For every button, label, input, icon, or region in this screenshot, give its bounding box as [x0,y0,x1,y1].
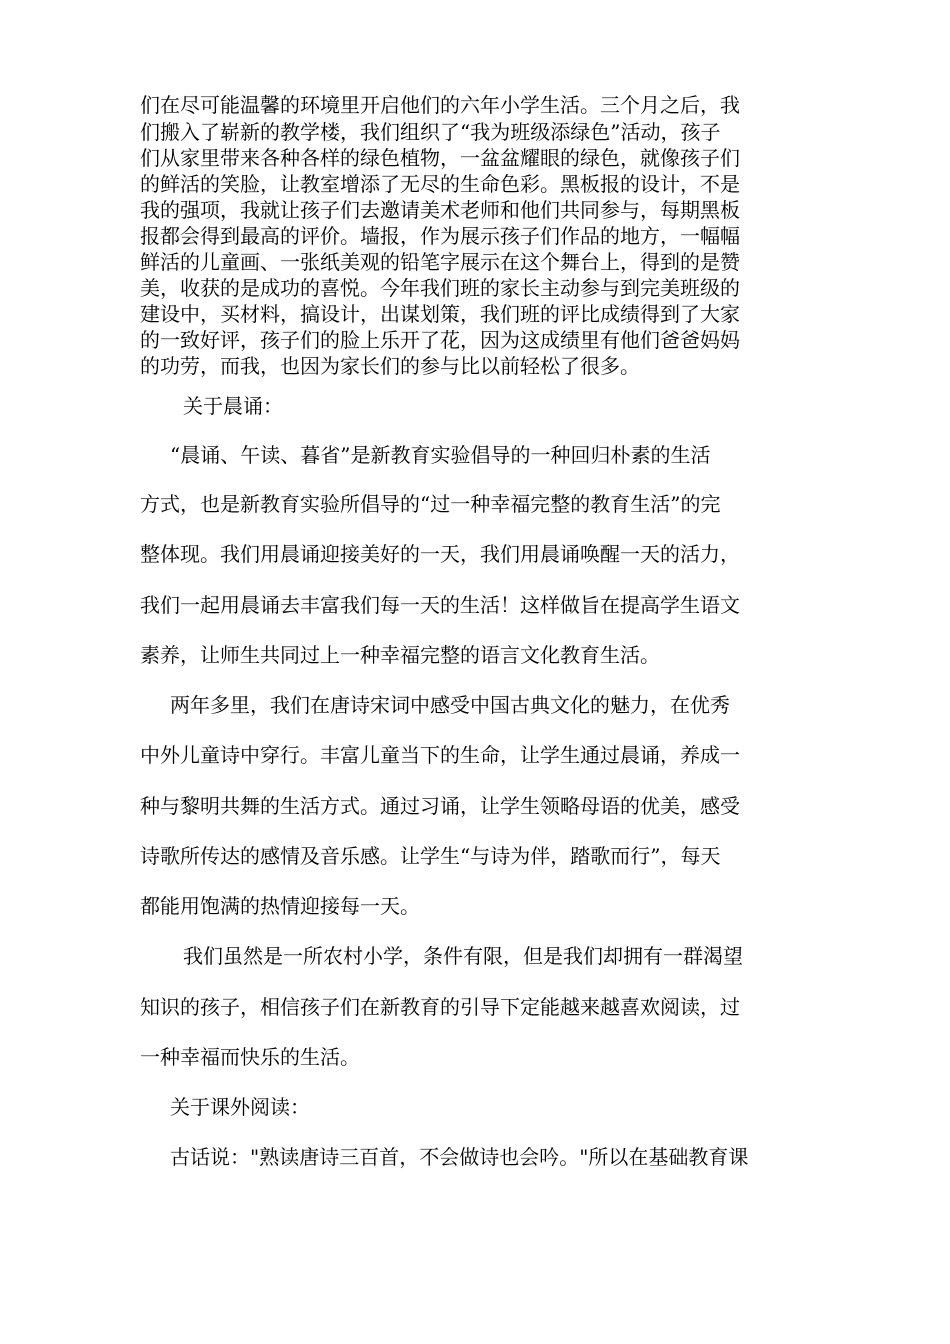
text-line: 报都会得到最高的评价。墙报，作为展示孩子们作品的地方，一幅幅 [140,224,740,248]
section-heading-extracurricular-reading: 关于课外阅读： [170,1095,310,1119]
text-line: 们在尽可能温馨的环境里开启他们的六年小学生活。三个月之后，我 [140,93,740,117]
text-line: 中外儿童诗中穿行。丰富儿童当下的生命，让学生通过晨诵，养成一 [140,743,740,767]
text-line: 们从家里带来各种各样的绿色植物，一盆盆耀眼的绿色，就像孩子们 [140,146,740,170]
text-line: 种与黎明共舞的生活方式。通过习诵，让学生领略母语的优美，感受 [140,794,740,818]
text-line: 的一致好评，孩子们的脸上乐开了花，因为这成绩里有他们爸爸妈妈 [140,328,740,352]
text-line: 鲜活的儿童画、一张纸美观的铅笔字展示在这个舞台上，得到的是赞 [140,250,740,274]
section-heading-morning-recitation: 关于晨诵： [183,394,283,418]
text-line: 知识的孩子，相信孩子们在新教育的引导下定能越来越喜欢阅读，过 [140,995,740,1019]
text-line: 都能用饱满的热情迎接每一天。 [140,894,420,918]
text-line: 美，收获的是成功的喜悦。今年我们班的家长主动参与到完美班级的 [140,276,740,300]
text-line: 建设中，买材料，搞设计，出谋划策，我们班的评比成绩得到了大家 [140,302,740,326]
text-line: 的鲜活的笑脸，让教室增添了无尽的生命色彩。黑板报的设计，不是 [140,172,740,196]
text-line: 一种幸福而快乐的生活。 [140,1045,360,1069]
text-line: 素养，让师生共同过上一种幸福完整的语言文化教育生活。 [140,643,660,667]
text-line: 我们一起用晨诵去丰富我们每一天的生活！这样做旨在提高学生语文 [140,593,740,617]
text-line: 我们虽然是一所农村小学，条件有限，但是我们却拥有一群渴望 [183,944,743,968]
text-line: 方式，也是新教育实验所倡导的“过一种幸福完整的教育生活”的完 [140,492,721,516]
text-line: 诗歌所传达的感情及音乐感。让学生“与诗为伴，踏歌而行”，每天 [140,844,721,868]
text-line: 们搬入了崭新的教学楼，我们组织了“我为班级添绿色”活动，孩子 [140,120,721,144]
text-line: 古话说："熟读唐诗三百首，不会做诗也会吟。"所以在基础教育课 [170,1145,749,1169]
text-line: 的功劳，而我，也因为家长们的参与比以前轻松了很多。 [140,354,640,378]
text-line: 整体现。我们用晨诵迎接美好的一天，我们用晨诵唤醒一天的活力， [140,542,740,566]
text-line: “晨诵、午读、暮省”是新教育实验倡导的一种回归朴素的生活 [170,443,711,467]
text-line: 我的强项，我就让孩子们去邀请美术老师和他们共同参与，每期黑板 [140,198,740,222]
text-line: 两年多里，我们在唐诗宋词中感受中国古典文化的魅力，在优秀 [170,693,730,717]
